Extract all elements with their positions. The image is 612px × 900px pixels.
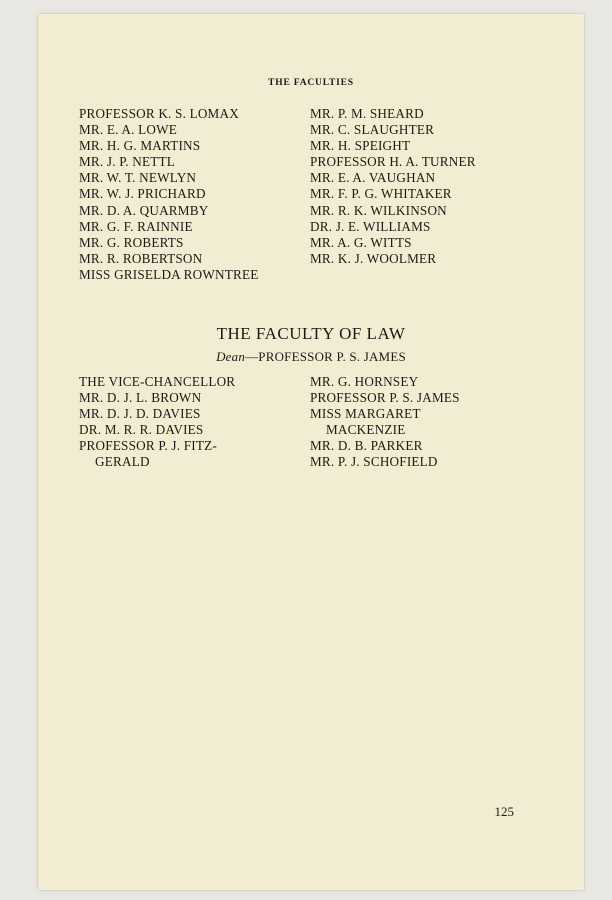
list-item: MR. W. J. PRICHARD bbox=[79, 186, 206, 202]
list-item: MR. D. B. PARKER bbox=[310, 438, 423, 454]
list-item: MR. K. J. WOOLMER bbox=[310, 250, 437, 266]
law-list-right-column bbox=[310, 374, 460, 471]
list-item: MR. D. J. D. DAVIES bbox=[79, 406, 201, 422]
list-item: MR. D. A. QUARMBY bbox=[79, 202, 209, 218]
list-item: MR. R. K. WILKINSON bbox=[310, 202, 447, 218]
dean-line bbox=[38, 349, 584, 365]
law-list-left-column bbox=[79, 374, 235, 471]
list-item: MR. P. M. SHEARD bbox=[310, 106, 424, 121]
list-item: MR. A. G. WITTS bbox=[310, 234, 412, 250]
dean-label: Dean bbox=[216, 349, 246, 364]
list-item: THE VICE-CHANCELLOR bbox=[79, 374, 236, 389]
list-item: MR. H. G. MARTINS bbox=[79, 138, 201, 154]
list-item: MR. E. A. LOWE bbox=[79, 122, 178, 138]
list-item: MR. G. HORNSEY bbox=[310, 374, 419, 389]
list-item-continuation: MACKENZIE bbox=[326, 422, 406, 438]
running-head: THE FACULTIES bbox=[268, 78, 354, 88]
list-item-continuation: GERALD bbox=[95, 454, 150, 470]
list-item: MR. P. J. SCHOFIELD bbox=[310, 454, 438, 470]
list-item: PROFESSOR K. S. LOMAX bbox=[79, 106, 239, 121]
list-item: MR. H. SPEIGHT bbox=[310, 138, 411, 154]
list-item: MR. W. T. NEWLYN bbox=[79, 170, 197, 186]
page-number: 125 bbox=[494, 804, 514, 819]
list-item: MR. J. P. NETTL bbox=[79, 154, 176, 170]
faculty-list-left-column bbox=[79, 106, 259, 283]
faculty-list-right-column bbox=[310, 106, 476, 267]
list-item: PROFESSOR H. A. TURNER bbox=[310, 154, 476, 170]
dean-name: —PROFESSOR P. S. JAMES bbox=[245, 349, 406, 364]
list-item: MISS GRISELDA ROWNTREE bbox=[79, 266, 259, 282]
list-item: MR. C. SLAUGHTER bbox=[310, 122, 435, 138]
list-item: PROFESSOR P. J. FITZ- bbox=[79, 438, 217, 454]
list-item: PROFESSOR P. S. JAMES bbox=[310, 390, 460, 406]
list-item: MR. D. J. L. BROWN bbox=[79, 390, 202, 406]
section-title-faculty-of-law: THE FACULTY OF LAW bbox=[216, 324, 406, 343]
list-item: MR. F. P. G. WHITAKER bbox=[310, 186, 452, 202]
list-item: MR. G. F. RAINNIE bbox=[79, 218, 193, 234]
list-item: DR. J. E. WILLIAMS bbox=[310, 218, 431, 234]
list-item: MR. G. ROBERTS bbox=[79, 234, 184, 250]
list-item: MISS MARGARET bbox=[310, 406, 421, 422]
list-item: DR. M. R. R. DAVIES bbox=[79, 422, 204, 438]
document-page bbox=[38, 14, 584, 890]
list-item: MR. E. A. VAUGHAN bbox=[310, 170, 436, 186]
list-item: MR. R. ROBERTSON bbox=[79, 250, 203, 266]
